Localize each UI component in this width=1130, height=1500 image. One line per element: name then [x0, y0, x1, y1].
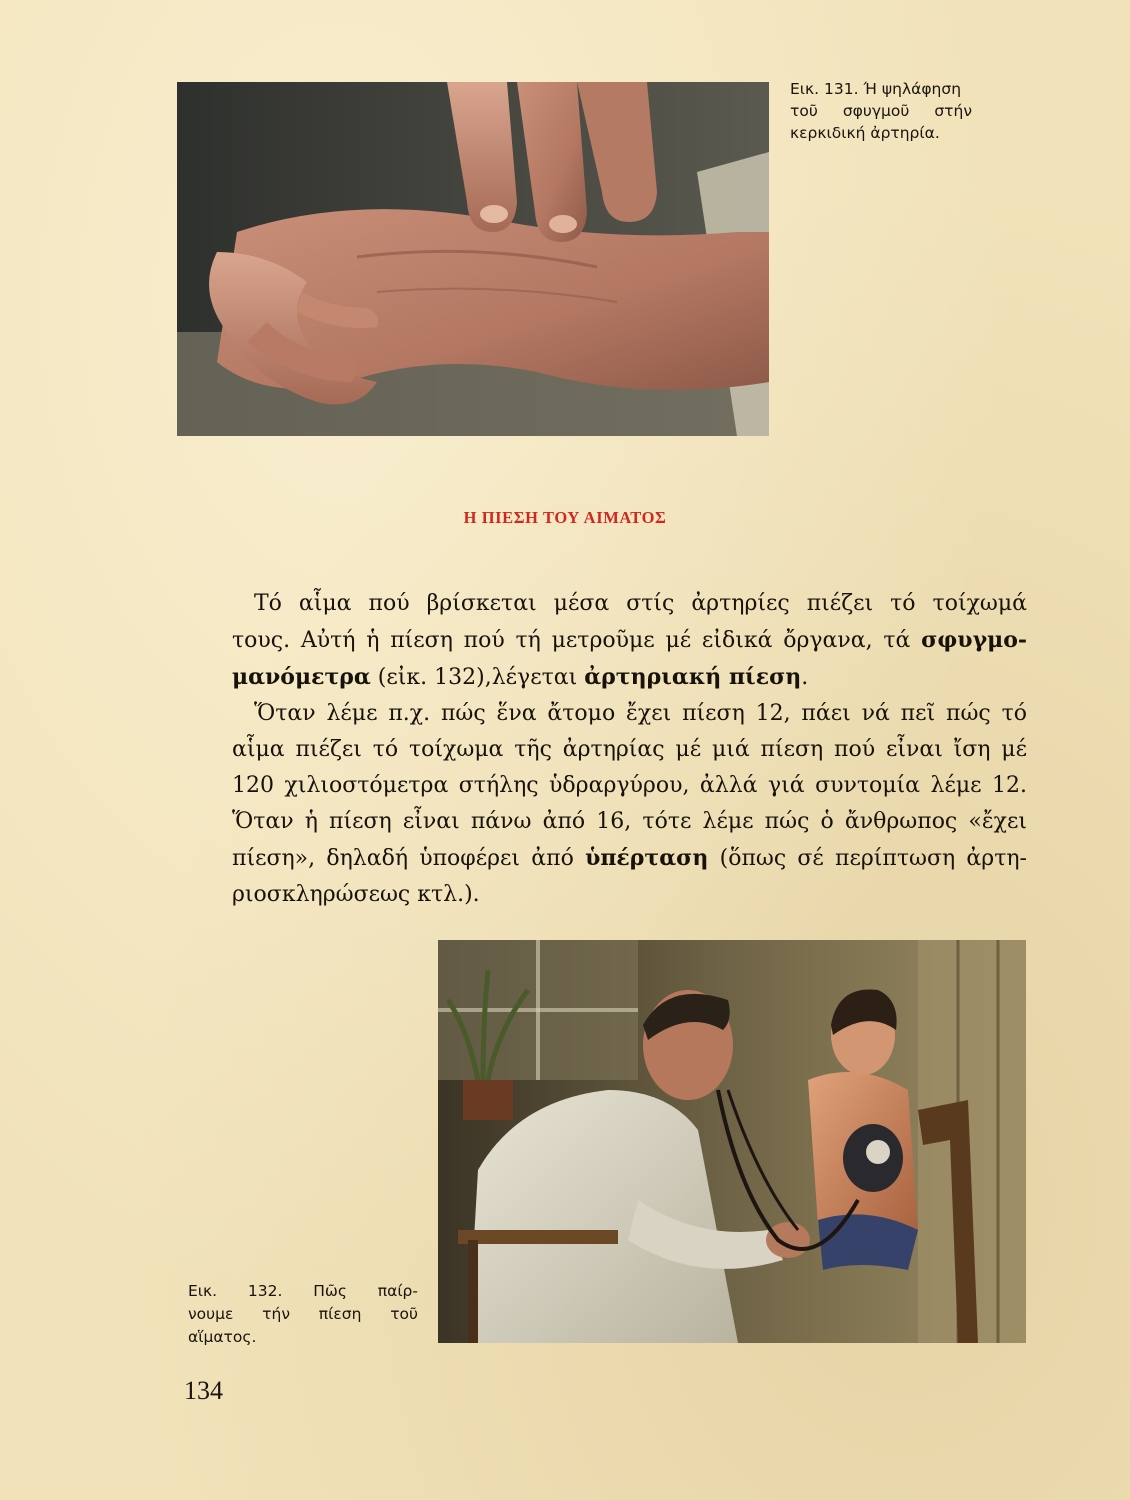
caption-line: νουμε τήν πίεση τοῦ: [188, 1305, 418, 1323]
paragraph-2-line: 120 χιλιοστόμετρα στήλης ὑδραργύρου, ἀλλά γιά συντομία λέμε 12.: [232, 773, 1027, 798]
term-hypertension: ὑπέρταση: [585, 845, 709, 871]
term-sphygmomanometer-end: μανόμετρα: [232, 664, 371, 690]
text-run: τους. Αὐτή ἡ πίεση πού τή μετροῦμε μέ εἰδικά ὄργανα, τά: [232, 628, 922, 653]
paragraph-2-line: Ὅταν λέμε π.χ. πώς ἕνα ἄτομο ἔχει πίεση 12, πάει νά πεῖ πώς τό: [254, 701, 1027, 726]
caption-line: κερκιδική ἀρτηρία.: [790, 124, 940, 142]
text-run: πίεση», δηλαδή ὑποφέρει ἀπό: [232, 846, 586, 871]
page-number: 134: [184, 1376, 223, 1405]
paragraph-1-line: [232, 659, 1027, 696]
wrist-pulse-illustration: [177, 82, 769, 436]
caption-line: Εικ. 132. Πῶς παίρ-: [188, 1282, 418, 1300]
caption-line: Εικ. 131. Ή ψηλάφηση: [790, 80, 962, 98]
section-heading: Η ΠΙΕΣΗ ΤΟΥ ΑΙΜΑΤΟΣ: [463, 508, 667, 527]
paragraph-1-line: Τό αἷμα πού βρίσκεται μέσα στίς ἀρτηρίες πιέζει τό τοίχωμά: [254, 591, 1027, 616]
paragraph-2-line: [232, 840, 1027, 877]
paragraph-2-line: Ὅταν ἡ πίεση εἶναι πάνω ἀπό 16, τότε λέμε πώς ὁ ἄνθρωπος «ἔχει: [232, 809, 1027, 834]
caption-line: τοῦ σφυγμοῦ στήν: [790, 102, 972, 120]
caption-line: αἵματος.: [188, 1328, 257, 1346]
text-run: (ὅπως σέ περίπτωση ἀρτη-: [708, 846, 1027, 871]
text-run: .: [801, 665, 809, 690]
paragraph-1-line: [232, 622, 1027, 659]
figure-131-caption: [790, 78, 972, 144]
body-text: [232, 586, 1027, 913]
blood-pressure-illustration: [438, 940, 1026, 1343]
paragraph-2-line: ριοσκληρώσεως κτλ.).: [232, 882, 480, 907]
paragraph-2-line: αἷμα πιέζει τό τοίχωμα τῆς ἀρτηρίας μέ μιά πίεση πού εἶναι ἴση μέ: [232, 737, 1027, 762]
blood-pressure-measurement-photo: [438, 940, 1026, 1343]
text-run: (εἰκ. 132),λέγεται: [370, 665, 585, 690]
figure-132-caption: [188, 1280, 418, 1349]
term-sphygmomanometer: σφυγμο-: [921, 627, 1027, 653]
term-arterial-pressure: ἀρτηριακή πίεση: [584, 664, 802, 690]
wrist-pulse-photo: [177, 82, 769, 436]
